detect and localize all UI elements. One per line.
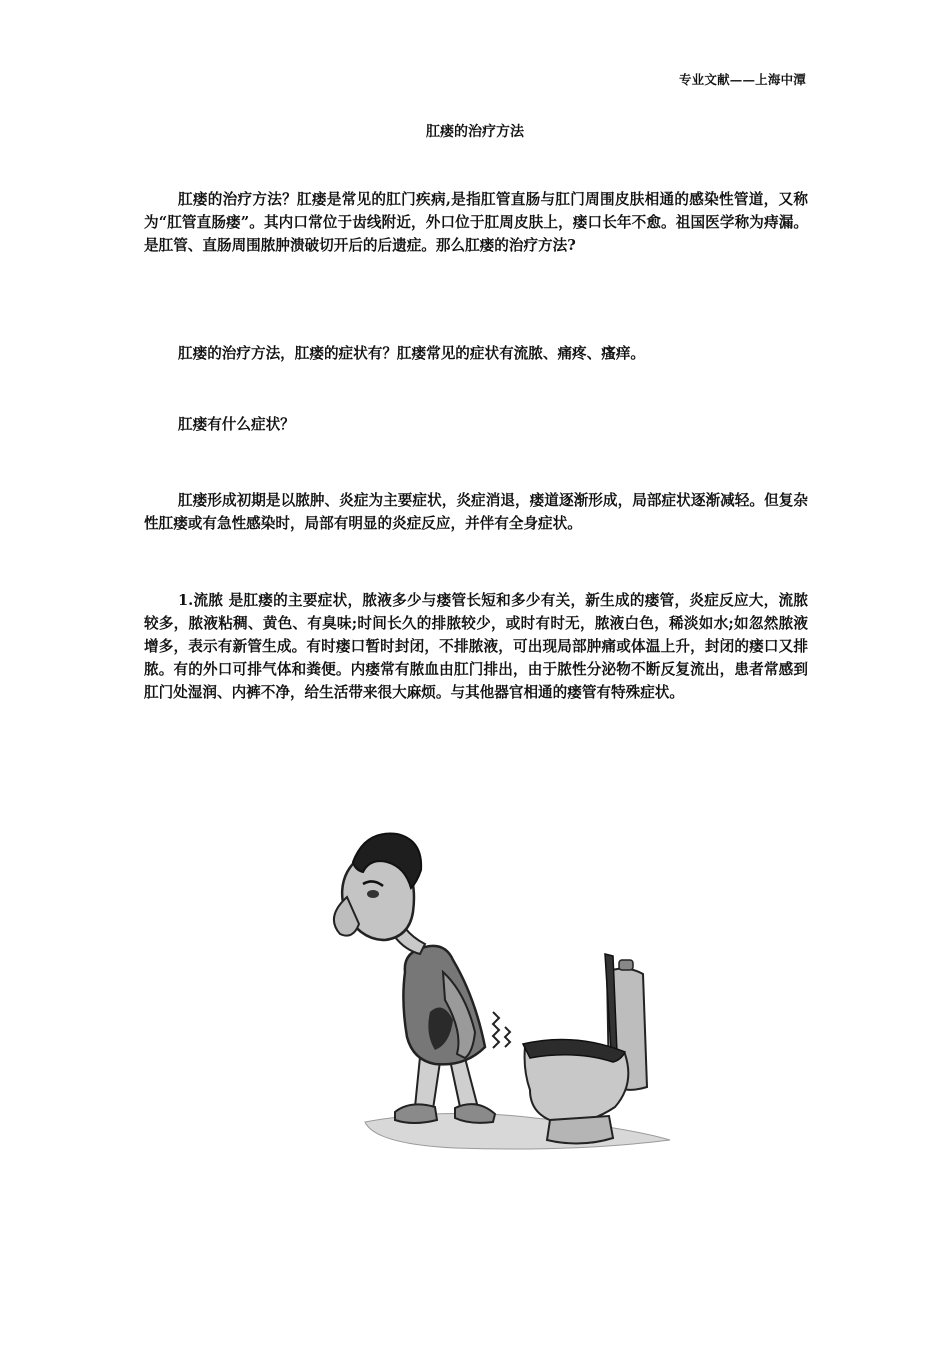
- pain-squiggle-icon: [505, 1027, 510, 1047]
- toilet-handle: [619, 960, 633, 970]
- toilet-base: [547, 1116, 613, 1144]
- paragraph-intro: 肛瘘的治疗方法？肛瘘是常见的肛门疾病,是指肛管直肠与肛门周围皮肤相通的感染性管道，又称为“肛管直肠瘘”。其内口常位于齿线附近，外口位于肛周皮肤上，瘘口长年不愈。祖国医学称为痔漏。是肛管、直肠周围脓肿溃破切开后的后遗症。那么肛瘘的治疗方法?: [144, 191, 808, 254]
- paragraph-formation: 肛瘘形成初期是以脓肿、炎症为主要症状，炎症消退，瘘道逐渐形成，局部症状逐渐减轻。但复杂性肛瘘或有急性感染时，局部有明显的炎症反应，并伴有全身症状。: [144, 492, 808, 532]
- pain-squiggle-icon: [493, 1012, 499, 1048]
- cartoon-illustration: [325, 822, 685, 1162]
- paragraph-question: 肛瘘有什么症状？: [178, 416, 295, 433]
- paragraph-discharge: 1.流脓 是肛瘘的主要症状，脓液多少与瘘管长短和多少有关，新生成的瘘管，炎症反应大，流脓较多，脓液粘稠、黄色、有臭味;时间长久的排脓较少，或时有时无，脓液白色，稀淡如水;如忽然脓液增多，表示有新管生成。有时瘘口暂时封闭，不排脓液，可出现局部肿痛或体温上升，封闭的瘘口又排脓。有的外口可排气体和粪便。内瘘常有脓血由肛门排出，由于脓性分泌物不断反复流出，患者常感到肛门处湿润、内裤不净，给生活带来很大麻烦。与其他器官相通的瘘管有特殊症状。: [144, 592, 808, 701]
- man-eye: [367, 890, 379, 898]
- document-title: 肛瘘的治疗方法: [426, 124, 524, 140]
- paragraph-symptoms-summary: 肛瘘的治疗方法，肛瘘的症状有？肛瘘常见的症状有流脓、痛疼、瘙痒。: [178, 345, 646, 362]
- header-note: 专业文献——上海中潭: [678, 72, 806, 87]
